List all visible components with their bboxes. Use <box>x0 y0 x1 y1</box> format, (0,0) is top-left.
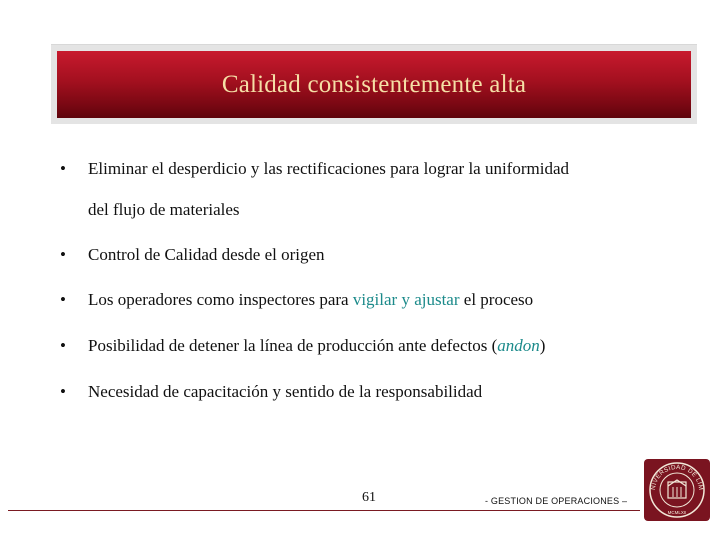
bullet-text <box>88 276 533 324</box>
bullet-text: Necesidad de capacitación y sentido de la responsabilidad <box>88 382 483 401</box>
bullet-dot: • <box>60 159 66 178</box>
footer-text: - GESTION DE OPERACIONES – <box>485 496 628 506</box>
seal-text: NIVERSIDAD DE LIM <box>649 463 705 491</box>
bullet-dot: • <box>60 245 66 264</box>
seal-motto: MCMLXII <box>667 510 687 515</box>
bullet-text-after: el proceso <box>459 290 534 309</box>
bullet-text: Control de Calidad desde el origen <box>88 245 325 264</box>
slide-title: Calidad consistentemente alta <box>221 70 527 98</box>
bullet-text-before: Los operadores como inspectores para <box>88 290 353 309</box>
title-banner <box>57 51 691 118</box>
university-seal-logo <box>644 459 710 521</box>
bullet-text: Eliminar el desperdicio y las rectificaciones para lograr la uniformidad <box>88 159 569 178</box>
bullet-text-accent: vigilar y ajustar <box>352 290 460 309</box>
bullet-dot: • <box>60 290 66 309</box>
seal-icon <box>644 459 710 521</box>
page-number: 61 <box>362 490 376 505</box>
bullet-dot: • <box>60 336 66 355</box>
bullet-text <box>88 322 545 370</box>
bullet-dot: • <box>60 382 66 401</box>
bullet-text-before: Posibilidad de detener la línea de producción ante defectos ( <box>88 336 498 355</box>
title-frame <box>51 44 697 124</box>
bullet-text: del flujo de materiales <box>88 200 240 219</box>
bullet-text-accent: andon <box>497 336 540 355</box>
bullet-text-after: ) <box>539 336 546 355</box>
footer-divider <box>8 510 640 511</box>
